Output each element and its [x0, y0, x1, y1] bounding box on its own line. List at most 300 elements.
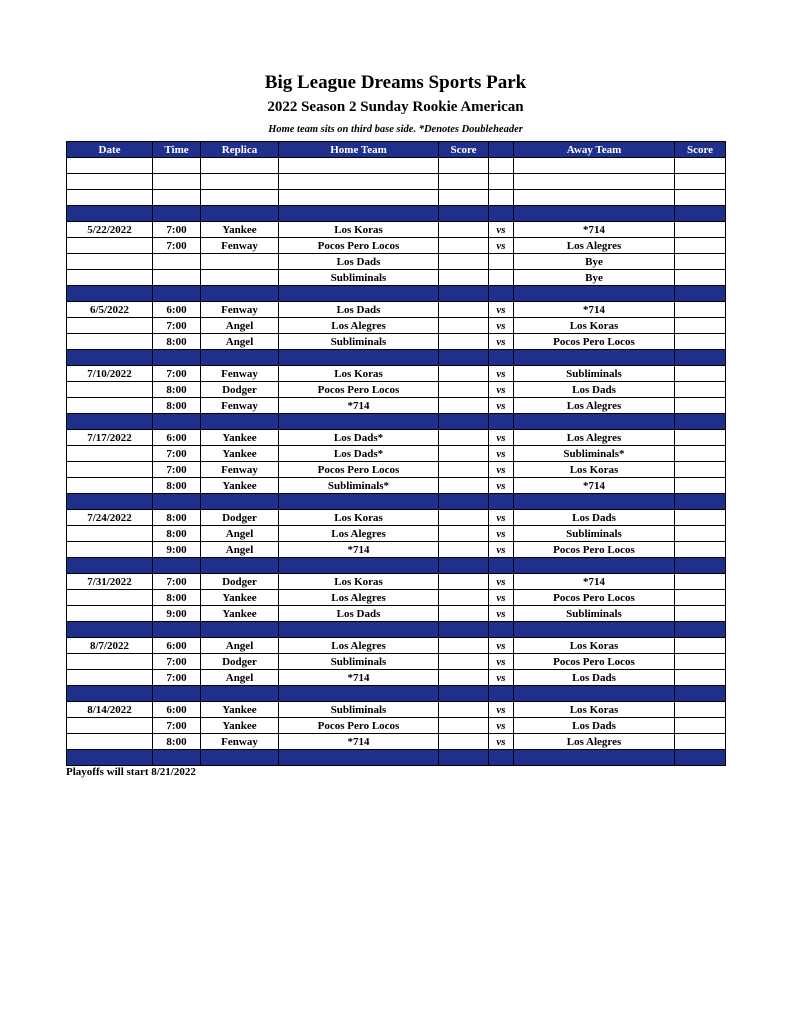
- away-score-cell: [675, 510, 726, 526]
- away-team-cell: [514, 190, 675, 206]
- date-cell: 7/17/2022: [67, 430, 153, 446]
- separator-row: [67, 494, 726, 510]
- away-team-cell: *714: [514, 574, 675, 590]
- vs-cell: [489, 270, 514, 286]
- home-team-cell: [279, 158, 439, 174]
- separator-cell: [279, 622, 439, 638]
- replica-cell: Yankee: [201, 718, 279, 734]
- away-team-cell: Los Alegres: [514, 238, 675, 254]
- home-team-cell: Los Alegres: [279, 318, 439, 334]
- separator-cell: [489, 750, 514, 766]
- vs-cell: vs: [489, 590, 514, 606]
- date-cell: 8/14/2022: [67, 702, 153, 718]
- date-cell: [67, 542, 153, 558]
- schedule-table: [66, 141, 726, 766]
- col-header-time: Time: [153, 142, 201, 158]
- time-cell: 7:00: [153, 318, 201, 334]
- col-header-home-team: Home Team: [279, 142, 439, 158]
- vs-cell: vs: [489, 574, 514, 590]
- home-score-cell: [439, 174, 489, 190]
- away-team-cell: Bye: [514, 270, 675, 286]
- home-score-cell: [439, 638, 489, 654]
- date-cell: [67, 158, 153, 174]
- away-team-cell: Pocos Pero Locos: [514, 542, 675, 558]
- away-team-cell: Pocos Pero Locos: [514, 590, 675, 606]
- separator-cell: [489, 414, 514, 430]
- away-score-cell: [675, 382, 726, 398]
- table-row: [67, 398, 726, 414]
- vs-cell: vs: [489, 718, 514, 734]
- replica-cell: [201, 158, 279, 174]
- separator-cell: [279, 206, 439, 222]
- replica-cell: Dodger: [201, 574, 279, 590]
- table-row: [67, 222, 726, 238]
- vs-cell: vs: [489, 398, 514, 414]
- away-score-cell: [675, 254, 726, 270]
- home-score-cell: [439, 670, 489, 686]
- home-score-cell: [439, 654, 489, 670]
- vs-cell: vs: [489, 302, 514, 318]
- vs-cell: vs: [489, 734, 514, 750]
- home-score-cell: [439, 190, 489, 206]
- separator-cell: [439, 350, 489, 366]
- home-team-cell: *714: [279, 670, 439, 686]
- col-header-date: Date: [67, 142, 153, 158]
- separator-cell: [201, 414, 279, 430]
- away-score-cell: [675, 638, 726, 654]
- home-score-cell: [439, 222, 489, 238]
- away-score-cell: [675, 334, 726, 350]
- home-score-cell: [439, 158, 489, 174]
- table-row: [67, 526, 726, 542]
- home-team-cell: Los Alegres: [279, 526, 439, 542]
- separator-cell: [67, 286, 153, 302]
- time-cell: 8:00: [153, 398, 201, 414]
- separator-cell: [514, 622, 675, 638]
- replica-cell: Dodger: [201, 654, 279, 670]
- separator-cell: [439, 750, 489, 766]
- replica-cell: Dodger: [201, 382, 279, 398]
- time-cell: 7:00: [153, 366, 201, 382]
- separator-cell: [489, 686, 514, 702]
- separator-cell: [67, 750, 153, 766]
- home-team-cell: Los Koras: [279, 366, 439, 382]
- separator-cell: [489, 286, 514, 302]
- home-score-cell: [439, 590, 489, 606]
- time-cell: [153, 190, 201, 206]
- home-team-cell: [279, 174, 439, 190]
- table-row: [67, 654, 726, 670]
- away-team-cell: *714: [514, 302, 675, 318]
- time-cell: [153, 158, 201, 174]
- vs-cell: vs: [489, 334, 514, 350]
- home-team-cell: Los Koras: [279, 510, 439, 526]
- separator-cell: [67, 686, 153, 702]
- time-cell: 7:00: [153, 670, 201, 686]
- separator-cell: [153, 350, 201, 366]
- home-score-cell: [439, 254, 489, 270]
- home-score-cell: [439, 462, 489, 478]
- replica-cell: Dodger: [201, 510, 279, 526]
- time-cell: 7:00: [153, 222, 201, 238]
- away-score-cell: [675, 654, 726, 670]
- away-team-cell: *714: [514, 222, 675, 238]
- home-team-cell: *714: [279, 398, 439, 414]
- table-row: [67, 606, 726, 622]
- header-row: [67, 142, 726, 158]
- separator-cell: [675, 622, 726, 638]
- separator-cell: [279, 558, 439, 574]
- separator-cell: [675, 206, 726, 222]
- away-team-cell: [514, 158, 675, 174]
- away-team-cell: Subliminals: [514, 526, 675, 542]
- date-cell: [67, 734, 153, 750]
- away-team-cell: [514, 174, 675, 190]
- time-cell: 8:00: [153, 590, 201, 606]
- date-cell: 8/7/2022: [67, 638, 153, 654]
- away-score-cell: [675, 590, 726, 606]
- replica-cell: Fenway: [201, 366, 279, 382]
- vs-cell: vs: [489, 526, 514, 542]
- separator-cell: [439, 686, 489, 702]
- vs-cell: [489, 190, 514, 206]
- time-cell: 7:00: [153, 574, 201, 590]
- away-team-cell: Los Koras: [514, 702, 675, 718]
- vs-cell: vs: [489, 318, 514, 334]
- home-score-cell: [439, 382, 489, 398]
- separator-cell: [201, 350, 279, 366]
- vs-cell: vs: [489, 366, 514, 382]
- vs-cell: vs: [489, 670, 514, 686]
- date-cell: [67, 590, 153, 606]
- vs-cell: vs: [489, 222, 514, 238]
- time-cell: 9:00: [153, 606, 201, 622]
- table-row: [67, 542, 726, 558]
- separator-cell: [489, 494, 514, 510]
- table-row: [67, 190, 726, 206]
- replica-cell: Yankee: [201, 702, 279, 718]
- col-header-home-score: Score: [439, 142, 489, 158]
- separator-cell: [279, 286, 439, 302]
- date-cell: [67, 462, 153, 478]
- home-team-cell: *714: [279, 734, 439, 750]
- away-team-cell: Los Dads: [514, 718, 675, 734]
- home-team-cell: Pocos Pero Locos: [279, 382, 439, 398]
- date-cell: [67, 318, 153, 334]
- separator-cell: [67, 206, 153, 222]
- replica-cell: [201, 270, 279, 286]
- vs-cell: vs: [489, 462, 514, 478]
- home-team-cell: Los Koras: [279, 222, 439, 238]
- away-score-cell: [675, 190, 726, 206]
- home-score-cell: [439, 718, 489, 734]
- table-row: [67, 446, 726, 462]
- separator-cell: [489, 350, 514, 366]
- replica-cell: Angel: [201, 526, 279, 542]
- date-cell: [67, 382, 153, 398]
- home-team-cell: Los Dads*: [279, 446, 439, 462]
- separator-cell: [153, 750, 201, 766]
- time-cell: 8:00: [153, 382, 201, 398]
- date-cell: [67, 190, 153, 206]
- home-score-cell: [439, 542, 489, 558]
- table-row: [67, 462, 726, 478]
- away-score-cell: [675, 366, 726, 382]
- table-row: [67, 430, 726, 446]
- away-score-cell: [675, 718, 726, 734]
- table-row: [67, 158, 726, 174]
- vs-cell: vs: [489, 702, 514, 718]
- time-cell: 6:00: [153, 430, 201, 446]
- time-cell: [153, 174, 201, 190]
- away-team-cell: Subliminals: [514, 366, 675, 382]
- schedule-note: Home team sits on third base side. *Denotes Doubleheader: [268, 124, 523, 135]
- vs-cell: vs: [489, 638, 514, 654]
- separator-cell: [153, 206, 201, 222]
- away-score-cell: [675, 462, 726, 478]
- vs-cell: [489, 174, 514, 190]
- table-row: [67, 478, 726, 494]
- replica-cell: Angel: [201, 318, 279, 334]
- date-cell: [67, 446, 153, 462]
- time-cell: 8:00: [153, 734, 201, 750]
- table-row: [67, 254, 726, 270]
- time-cell: 6:00: [153, 702, 201, 718]
- home-team-cell: Los Alegres: [279, 590, 439, 606]
- away-score-cell: [675, 270, 726, 286]
- away-team-cell: Subliminals*: [514, 446, 675, 462]
- home-team-cell: Los Koras: [279, 574, 439, 590]
- separator-cell: [675, 558, 726, 574]
- separator-cell: [439, 622, 489, 638]
- time-cell: [153, 254, 201, 270]
- separator-row: [67, 558, 726, 574]
- home-score-cell: [439, 606, 489, 622]
- table-row: [67, 302, 726, 318]
- home-team-cell: Los Dads: [279, 302, 439, 318]
- date-cell: [67, 254, 153, 270]
- away-score-cell: [675, 574, 726, 590]
- page-subtitle: 2022 Season 2 Sunday Rookie American: [267, 99, 524, 115]
- separator-cell: [514, 686, 675, 702]
- away-score-cell: [675, 318, 726, 334]
- table-row: [67, 366, 726, 382]
- date-cell: [67, 606, 153, 622]
- replica-cell: Angel: [201, 542, 279, 558]
- away-score-cell: [675, 542, 726, 558]
- date-cell: [67, 174, 153, 190]
- date-cell: 7/24/2022: [67, 510, 153, 526]
- date-cell: [67, 398, 153, 414]
- replica-cell: Fenway: [201, 462, 279, 478]
- col-header-vs: [489, 142, 514, 158]
- date-cell: [67, 238, 153, 254]
- separator-cell: [514, 206, 675, 222]
- vs-cell: vs: [489, 542, 514, 558]
- home-score-cell: [439, 478, 489, 494]
- home-team-cell: Subliminals*: [279, 478, 439, 494]
- home-team-cell: Los Dads: [279, 606, 439, 622]
- table-row: [67, 574, 726, 590]
- separator-cell: [439, 206, 489, 222]
- date-cell: 5/22/2022: [67, 222, 153, 238]
- table-row: [67, 334, 726, 350]
- playoffs-note: Playoffs will start 8/21/2022: [66, 766, 196, 778]
- separator-cell: [514, 286, 675, 302]
- replica-cell: Angel: [201, 638, 279, 654]
- replica-cell: [201, 190, 279, 206]
- separator-row: [67, 286, 726, 302]
- separator-cell: [279, 686, 439, 702]
- replica-cell: [201, 174, 279, 190]
- home-team-cell: Los Dads*: [279, 430, 439, 446]
- table-row: [67, 238, 726, 254]
- separator-cell: [67, 414, 153, 430]
- replica-cell: Yankee: [201, 590, 279, 606]
- vs-cell: vs: [489, 238, 514, 254]
- home-team-cell: Pocos Pero Locos: [279, 238, 439, 254]
- vs-cell: vs: [489, 606, 514, 622]
- separator-row: [67, 622, 726, 638]
- date-cell: [67, 334, 153, 350]
- away-team-cell: Subliminals: [514, 606, 675, 622]
- away-team-cell: Los Dads: [514, 670, 675, 686]
- separator-cell: [439, 286, 489, 302]
- col-header-away-team: Away Team: [514, 142, 675, 158]
- away-team-cell: Los Koras: [514, 638, 675, 654]
- separator-cell: [439, 494, 489, 510]
- home-score-cell: [439, 702, 489, 718]
- away-team-cell: Pocos Pero Locos: [514, 654, 675, 670]
- away-score-cell: [675, 526, 726, 542]
- home-score-cell: [439, 398, 489, 414]
- replica-cell: Yankee: [201, 606, 279, 622]
- separator-cell: [201, 206, 279, 222]
- separator-cell: [514, 350, 675, 366]
- separator-cell: [201, 558, 279, 574]
- vs-cell: vs: [489, 510, 514, 526]
- vs-cell: [489, 254, 514, 270]
- replica-cell: Fenway: [201, 238, 279, 254]
- separator-cell: [439, 414, 489, 430]
- time-cell: 7:00: [153, 446, 201, 462]
- vs-cell: vs: [489, 478, 514, 494]
- home-team-cell: Pocos Pero Locos: [279, 718, 439, 734]
- date-cell: [67, 526, 153, 542]
- away-team-cell: Los Koras: [514, 462, 675, 478]
- replica-cell: Angel: [201, 334, 279, 350]
- separator-cell: [67, 494, 153, 510]
- replica-cell: [201, 254, 279, 270]
- time-cell: 8:00: [153, 334, 201, 350]
- away-score-cell: [675, 734, 726, 750]
- replica-cell: Fenway: [201, 398, 279, 414]
- home-team-cell: Subliminals: [279, 654, 439, 670]
- separator-cell: [675, 686, 726, 702]
- home-score-cell: [439, 446, 489, 462]
- date-cell: [67, 654, 153, 670]
- separator-cell: [153, 686, 201, 702]
- time-cell: 8:00: [153, 510, 201, 526]
- separator-cell: [489, 206, 514, 222]
- away-score-cell: [675, 238, 726, 254]
- time-cell: 9:00: [153, 542, 201, 558]
- separator-row: [67, 350, 726, 366]
- home-team-cell: Pocos Pero Locos: [279, 462, 439, 478]
- home-score-cell: [439, 302, 489, 318]
- away-team-cell: *714: [514, 478, 675, 494]
- replica-cell: Yankee: [201, 478, 279, 494]
- replica-cell: Yankee: [201, 222, 279, 238]
- separator-cell: [279, 350, 439, 366]
- home-team-cell: Subliminals: [279, 270, 439, 286]
- vs-cell: [489, 158, 514, 174]
- separator-cell: [201, 622, 279, 638]
- table-row: [67, 702, 726, 718]
- home-score-cell: [439, 238, 489, 254]
- separator-cell: [514, 750, 675, 766]
- table-row: [67, 174, 726, 190]
- away-team-cell: Los Dads: [514, 510, 675, 526]
- home-score-cell: [439, 318, 489, 334]
- separator-cell: [67, 558, 153, 574]
- schedule-body: [67, 158, 726, 766]
- replica-cell: Yankee: [201, 446, 279, 462]
- away-score-cell: [675, 398, 726, 414]
- page-title: Big League Dreams Sports Park: [264, 72, 527, 93]
- home-team-cell: [279, 190, 439, 206]
- home-score-cell: [439, 430, 489, 446]
- vs-cell: vs: [489, 654, 514, 670]
- home-score-cell: [439, 734, 489, 750]
- time-cell: 7:00: [153, 718, 201, 734]
- time-cell: 7:00: [153, 238, 201, 254]
- separator-cell: [201, 494, 279, 510]
- separator-cell: [153, 286, 201, 302]
- home-team-cell: Los Dads: [279, 254, 439, 270]
- separator-cell: [153, 622, 201, 638]
- away-score-cell: [675, 670, 726, 686]
- home-score-cell: [439, 510, 489, 526]
- separator-cell: [675, 286, 726, 302]
- separator-cell: [279, 750, 439, 766]
- separator-cell: [153, 494, 201, 510]
- time-cell: 6:00: [153, 302, 201, 318]
- separator-row: [67, 414, 726, 430]
- date-cell: 7/31/2022: [67, 574, 153, 590]
- away-score-cell: [675, 302, 726, 318]
- home-score-cell: [439, 526, 489, 542]
- separator-cell: [279, 414, 439, 430]
- away-team-cell: Los Alegres: [514, 430, 675, 446]
- separator-cell: [153, 414, 201, 430]
- away-score-cell: [675, 222, 726, 238]
- col-header-replica: Replica: [201, 142, 279, 158]
- vs-cell: vs: [489, 446, 514, 462]
- away-score-cell: [675, 430, 726, 446]
- away-score-cell: [675, 446, 726, 462]
- table-row: [67, 590, 726, 606]
- table-row: [67, 270, 726, 286]
- separator-cell: [514, 414, 675, 430]
- away-team-cell: Los Alegres: [514, 398, 675, 414]
- separator-cell: [514, 494, 675, 510]
- away-score-cell: [675, 606, 726, 622]
- time-cell: 7:00: [153, 654, 201, 670]
- away-team-cell: Los Dads: [514, 382, 675, 398]
- separator-cell: [439, 558, 489, 574]
- replica-cell: Fenway: [201, 734, 279, 750]
